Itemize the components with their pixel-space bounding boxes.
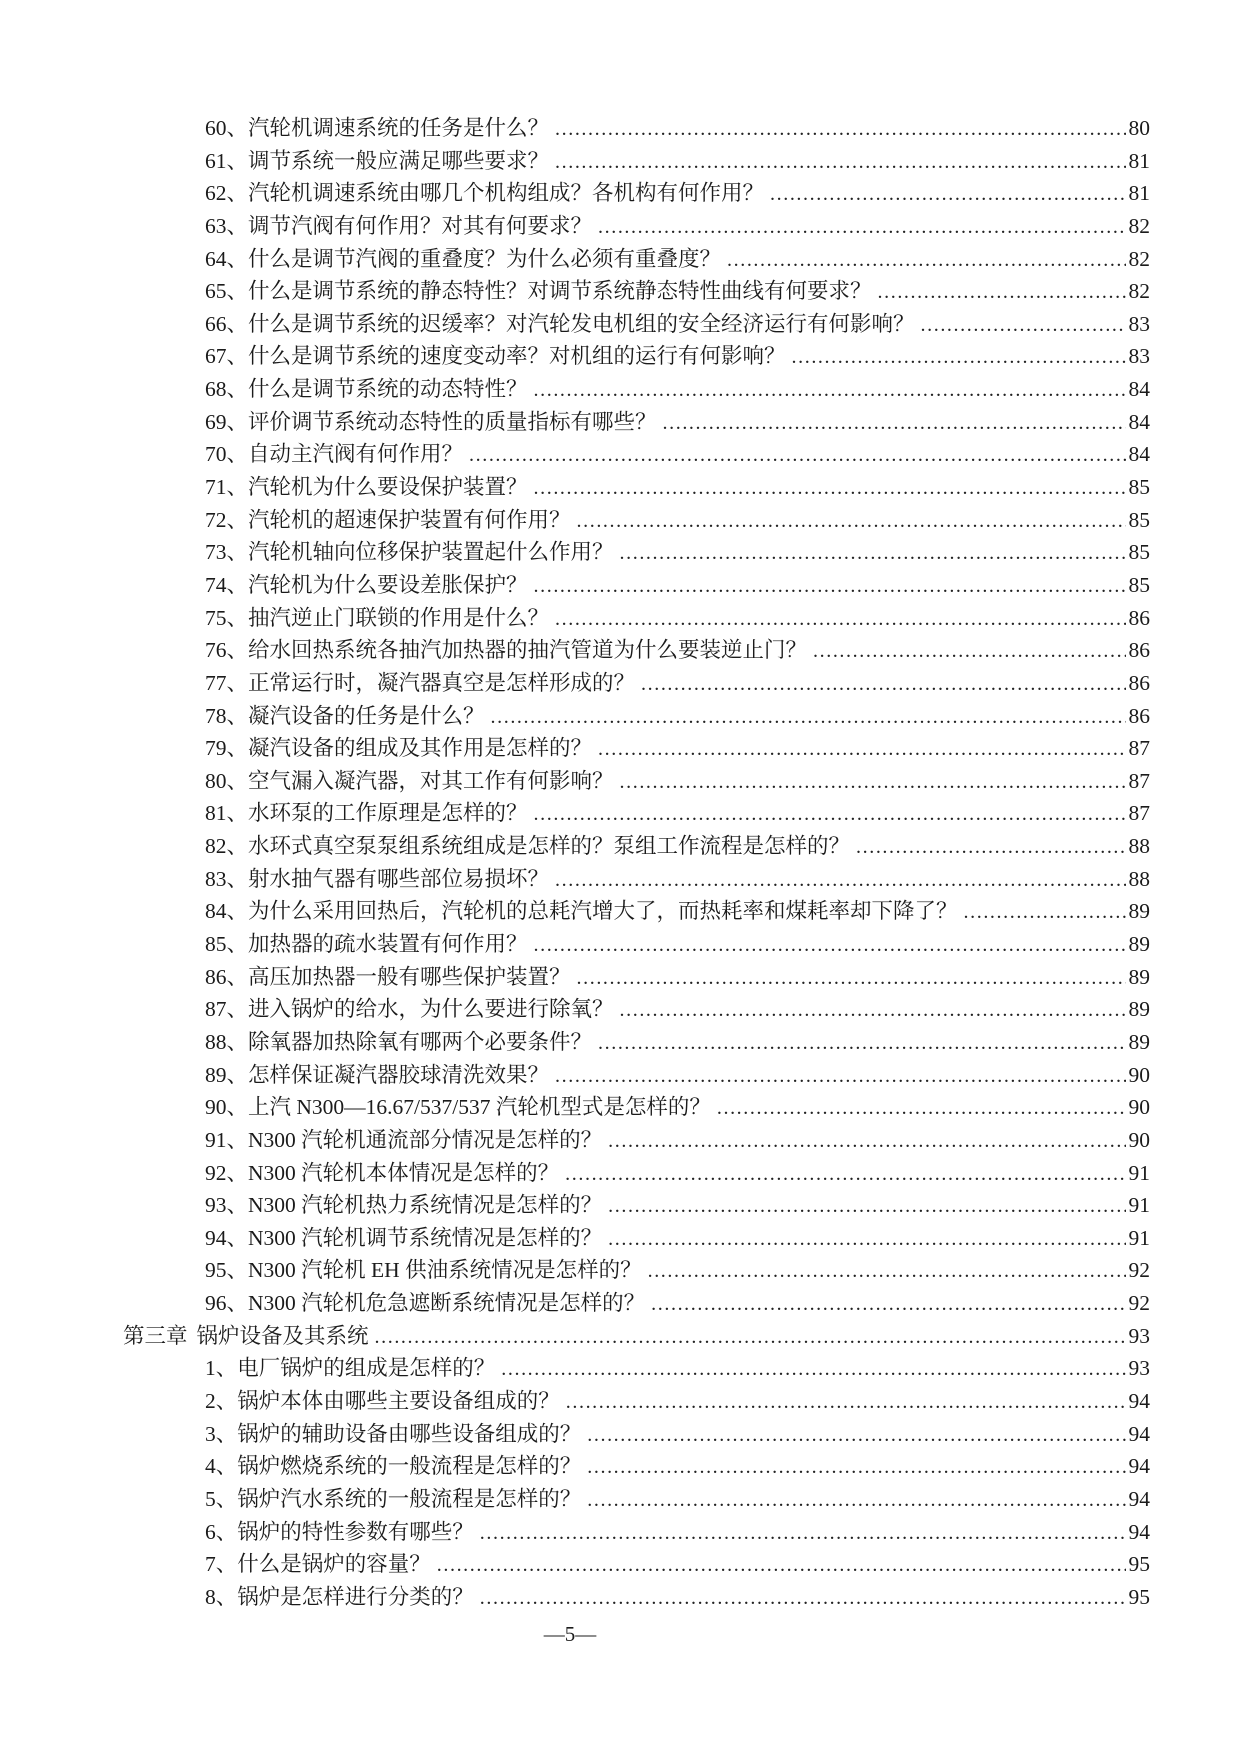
toc-row-label: N300 汽轮机调节系统情况是怎样的？: [248, 1225, 603, 1250]
dot-leader: [598, 732, 1126, 766]
toc-row-page-number: 94: [1128, 1388, 1150, 1413]
toc-row[interactable]: [123, 993, 1150, 1026]
toc-row[interactable]: [123, 1059, 1150, 1092]
toc-row-number: 94、: [205, 1225, 249, 1250]
toc-row-label: 锅炉的辅助设备由哪些设备组成的？: [237, 1421, 582, 1446]
toc-row-label: 什么是调节系统的静态特性？对调节系统静态特性曲线有何要求？: [248, 279, 872, 304]
dot-leader: [663, 406, 1126, 440]
toc-row-number: 66、: [205, 311, 249, 336]
toc-row-number: 73、: [205, 540, 249, 565]
toc-row-label: 射水抽气器有哪些部位易损坏？: [248, 866, 550, 891]
toc-row-page-number: 91: [1128, 1225, 1150, 1250]
toc-row-page-number: 81: [1128, 148, 1150, 173]
dot-leader: [501, 1352, 1126, 1386]
dot-leader: [648, 1254, 1126, 1288]
toc-row-label: 汽轮机的超速保护装置有何作用？: [248, 507, 571, 532]
toc-row-label: 什么是调节系统的迟缓率？对汽轮发电机组的安全经济运行有何影响？: [248, 311, 915, 336]
dot-leader: [480, 1516, 1126, 1550]
toc-row-number: 70、: [205, 442, 249, 467]
toc-row-label: 为什么采用回热后，汽轮机的总耗汽增大了，而热耗率和煤耗率却下降了？: [248, 899, 958, 924]
toc-row-page-number: 83: [1128, 344, 1150, 369]
toc-row-label: 锅炉燃烧系统的一般流程是怎样的？: [237, 1454, 582, 1479]
toc-row-label: 锅炉是怎样进行分类的？: [237, 1584, 474, 1609]
toc-row-label: 什么是调节汽阀的重叠度？为什么必须有重叠度？: [248, 246, 722, 271]
dot-leader: [534, 797, 1126, 831]
toc-row-label: 加热器的疏水装置有何作用？: [248, 932, 528, 957]
toc-row-page-number: 87: [1128, 768, 1150, 793]
toc-row[interactable]: [123, 732, 1150, 765]
toc-row[interactable]: [123, 112, 1150, 145]
toc-row-page-number: 91: [1128, 1193, 1150, 1218]
dot-leader: [813, 634, 1126, 668]
toc-row-page-number: 82: [1128, 246, 1150, 271]
dot-leader: [608, 1222, 1126, 1256]
toc-row-page-number: 95: [1128, 1552, 1150, 1577]
dot-leader: [469, 438, 1126, 472]
toc-row-page-number: 85: [1128, 507, 1150, 532]
toc-row[interactable]: [123, 275, 1150, 308]
toc-row-number: 81、: [205, 801, 249, 826]
toc-row[interactable]: [123, 504, 1150, 537]
toc-row-page-number: 88: [1128, 866, 1150, 891]
toc-row-number: 90、: [205, 1095, 249, 1120]
toc-row-number: 8、: [205, 1584, 238, 1609]
toc-row-page-number: 82: [1128, 279, 1150, 304]
toc-row[interactable]: [123, 1157, 1150, 1190]
toc-row-label: 进入锅炉的给水，为什么要进行除氧？: [248, 997, 614, 1022]
toc-row-label: 锅炉汽水系统的一般流程是怎样的？: [237, 1486, 582, 1511]
toc-row-number: 93、: [205, 1193, 249, 1218]
dot-leader: [608, 1124, 1126, 1158]
toc-row-page-number: 85: [1128, 572, 1150, 597]
toc-row-number: 67、: [205, 344, 249, 369]
toc-row-number: 88、: [205, 1029, 249, 1054]
toc-row-label: 汽轮机调速系统由哪几个机构组成？各机构有何作用？: [248, 181, 765, 206]
toc-row[interactable]: [123, 961, 1150, 994]
toc-row[interactable]: [123, 1581, 1150, 1614]
toc-row-page-number: 94: [1128, 1454, 1150, 1479]
dot-leader: [534, 373, 1126, 407]
toc-row-number: 96、: [205, 1291, 249, 1316]
dot-leader: [534, 471, 1126, 505]
dot-leader: [577, 961, 1126, 995]
toc-row[interactable]: [123, 471, 1150, 504]
toc-row[interactable]: [123, 1222, 1150, 1255]
dot-leader: [534, 569, 1126, 603]
dot-leader: [608, 1189, 1126, 1223]
toc-row-number: 78、: [205, 703, 249, 728]
toc-row[interactable]: [123, 1189, 1150, 1222]
toc-row[interactable]: [123, 1352, 1150, 1385]
toc-row-number: 62、: [205, 181, 249, 206]
toc-row-label: 凝汽设备的任务是什么？: [248, 703, 485, 728]
toc-row-number: 1、: [205, 1356, 238, 1381]
toc-row-number: 85、: [205, 932, 249, 957]
dot-leader: [598, 210, 1126, 244]
toc-row-number: 76、: [205, 638, 249, 663]
toc-row[interactable]: [123, 765, 1150, 798]
dot-leader: [480, 1581, 1126, 1615]
toc-row[interactable]: [123, 438, 1150, 471]
toc-row-page-number: 88: [1128, 834, 1150, 859]
toc-row[interactable]: [123, 602, 1150, 635]
toc-row[interactable]: [123, 210, 1150, 243]
toc-row[interactable]: [123, 1483, 1150, 1516]
toc-row[interactable]: [123, 406, 1150, 439]
toc-row[interactable]: [123, 373, 1150, 406]
toc-row-page-number: 92: [1128, 1291, 1150, 1316]
dot-leader: [534, 928, 1126, 962]
toc-row-label: 调节系统一般应满足哪些要求？: [248, 148, 550, 173]
toc-row-page-number: 89: [1128, 899, 1150, 924]
toc-row-label: 汽轮机调速系统的任务是什么？: [248, 116, 550, 140]
toc-row-number: 71、: [205, 475, 249, 500]
dot-leader: [555, 602, 1126, 636]
toc-row-number: 74、: [205, 572, 249, 597]
toc-row-label: 正常运行时，凝汽器真空是怎样形成的？: [248, 670, 636, 695]
toc-row-number: 86、: [205, 964, 249, 989]
toc-row-number: 89、: [205, 1062, 249, 1087]
toc-row-label: 锅炉的特性参数有哪些？: [237, 1519, 474, 1544]
toc-row-label: 汽轮机为什么要设保护装置？: [248, 475, 528, 500]
toc-row-page-number: 90: [1128, 1095, 1150, 1120]
toc-row-number: 95、: [205, 1258, 249, 1283]
toc-row-page-number: 82: [1128, 213, 1150, 238]
dot-leader: [878, 275, 1126, 309]
toc-row-number: 79、: [205, 736, 249, 761]
toc-row-page-number: 86: [1128, 605, 1150, 630]
toc-row-label: 调节汽阀有何作用？对其有何要求？: [248, 213, 593, 238]
dot-leader: [555, 145, 1126, 179]
dot-leader: [620, 993, 1126, 1027]
toc-row-page-number: 84: [1128, 409, 1150, 434]
toc-row-page-number: 89: [1128, 932, 1150, 957]
toc-row[interactable]: [123, 863, 1150, 896]
dot-leader: [620, 536, 1126, 570]
dot-leader: [566, 1385, 1126, 1419]
toc-row-page-number: 90: [1128, 1127, 1150, 1152]
toc-row[interactable]: [123, 569, 1150, 602]
toc-row-page-number: 94: [1128, 1486, 1150, 1511]
toc-row[interactable]: [123, 1516, 1150, 1549]
toc-row-page-number: 87: [1128, 736, 1150, 761]
toc-row[interactable]: [123, 1548, 1150, 1581]
toc-row-number: 87、: [205, 997, 249, 1022]
toc-row-label: 汽轮机为什么要设差胀保护？: [248, 572, 528, 597]
toc-row-page-number: 91: [1128, 1160, 1150, 1185]
dot-leader: [651, 1287, 1126, 1321]
toc-row-number: 75、: [205, 605, 249, 630]
dot-leader: [620, 765, 1126, 799]
toc-row-label: N300 汽轮机热力系统情况是怎样的？: [248, 1193, 603, 1218]
toc-row[interactable]: [123, 1026, 1150, 1059]
dot-leader: [587, 1450, 1126, 1484]
toc-row-number: 61、: [205, 148, 249, 173]
toc-row-page-number: 89: [1128, 1029, 1150, 1054]
toc-row[interactable]: [123, 895, 1150, 928]
toc-row-label: 评价调节系统动态特性的质量指标有哪些？: [248, 409, 657, 434]
toc-row-number: 2、: [205, 1388, 238, 1413]
toc-row-number: 77、: [205, 670, 249, 695]
dot-leader: [727, 243, 1126, 277]
toc-row[interactable]: [123, 308, 1150, 341]
toc-row-label: 抽汽逆止门联锁的作用是什么？: [248, 605, 550, 630]
dot-leader: [565, 1157, 1126, 1191]
toc-row-label: N300 汽轮机通流部分情况是怎样的？: [248, 1127, 603, 1152]
toc-row-label: 怎样保证凝汽器胶球清洗效果？: [248, 1062, 550, 1087]
toc-row-label: 水环泵的工作原理是怎样的？: [248, 801, 528, 826]
toc-row-label: 上汽 N300—16.67/537/537 汽轮机型式是怎样的？: [248, 1095, 711, 1120]
toc-row-page-number: 83: [1128, 311, 1150, 336]
toc-row-number: 63、: [205, 213, 249, 238]
toc-row-page-number: 85: [1128, 475, 1150, 500]
dot-leader: [717, 1091, 1126, 1125]
toc-row-number: 3、: [205, 1421, 238, 1446]
toc-row[interactable]: [123, 340, 1150, 373]
toc-row-label: 汽轮机轴向位移保护装置起什么作用？: [248, 540, 614, 565]
dot-leader: [598, 1026, 1126, 1060]
toc-row-number: 65、: [205, 279, 249, 304]
toc-row-page-number: 80: [1128, 116, 1150, 140]
toc-row-label: 什么是锅炉的容量？: [237, 1552, 431, 1577]
toc-row-number: 69、: [205, 409, 249, 434]
toc-row-number: 92、: [205, 1160, 249, 1185]
dot-leader: [792, 340, 1126, 374]
toc-row[interactable]: [123, 1418, 1150, 1451]
toc-row-label: N300 汽轮机 EH 供油系统情况是怎样的？: [248, 1258, 642, 1283]
dot-leader: [577, 504, 1126, 538]
toc-row-page-number: 86: [1128, 703, 1150, 728]
dot-leader: [641, 667, 1126, 701]
toc-row-label: 什么是调节系统的动态特性？: [248, 377, 528, 402]
toc-row-page-number: 86: [1128, 670, 1150, 695]
toc-row[interactable]: [123, 1287, 1150, 1320]
toc-row-page-number: 94: [1128, 1519, 1150, 1544]
dot-leader: [587, 1418, 1126, 1452]
toc-row[interactable]: [123, 928, 1150, 961]
toc-row-number: 84、: [205, 899, 249, 924]
toc-row-number: 68、: [205, 377, 249, 402]
toc-row-page-number: 81: [1128, 181, 1150, 206]
dot-leader: [921, 308, 1126, 342]
toc-row-number: 64、: [205, 246, 249, 271]
dot-leader: [964, 895, 1126, 929]
toc-row-page-number: 92: [1128, 1258, 1150, 1283]
toc-row-number: 5、: [205, 1486, 238, 1511]
toc-row-label: 锅炉设备及其系统: [196, 1323, 369, 1348]
toc-row[interactable]: [123, 536, 1150, 569]
toc-row[interactable]: [123, 145, 1150, 178]
dot-leader: [437, 1548, 1126, 1582]
toc-row-number: 60、: [205, 116, 249, 140]
toc-row-page-number: 89: [1128, 997, 1150, 1022]
toc-row[interactable]: [123, 1450, 1150, 1483]
toc-row-page-number: 87: [1128, 801, 1150, 826]
toc-row-page-number: 94: [1128, 1421, 1150, 1446]
toc-row-label: 高压加热器一般有哪些保护装置？: [248, 964, 571, 989]
toc-row-label: 什么是调节系统的速度变动率？对机组的运行有何影响？: [248, 344, 786, 369]
toc-row-number: 72、: [205, 507, 249, 532]
toc-row-page-number: 84: [1128, 442, 1150, 467]
dot-leader: [770, 177, 1126, 211]
dot-leader: [856, 830, 1126, 864]
toc-row[interactable]: [123, 1124, 1150, 1157]
toc-row[interactable]: [123, 700, 1150, 733]
toc-row[interactable]: [123, 1320, 1150, 1353]
dot-leader: [555, 1059, 1126, 1093]
toc-row-label: 自动主汽阀有何作用？: [248, 442, 464, 467]
toc-row-number: 7、: [205, 1552, 238, 1577]
toc-row-number: 6、: [205, 1519, 238, 1544]
toc-row-number: 80、: [205, 768, 249, 793]
toc-row[interactable]: [123, 177, 1150, 210]
toc-row[interactable]: [123, 797, 1150, 830]
toc-row-page-number: 95: [1128, 1584, 1150, 1609]
toc-row[interactable]: [123, 1254, 1150, 1287]
toc-row-number: 第三章: [123, 1323, 188, 1348]
toc-row-label: 空气漏入凝汽器，对其工作有何影响？: [248, 768, 614, 793]
toc-row-label: 锅炉本体由哪些主要设备组成的？: [237, 1388, 560, 1413]
toc-row[interactable]: [123, 830, 1150, 863]
dot-leader: [555, 112, 1126, 146]
toc-row-label: 除氧器加热除氧有哪两个必要条件？: [248, 1029, 593, 1054]
dot-leader: [555, 863, 1126, 897]
toc-row-page-number: 89: [1128, 964, 1150, 989]
toc-row-page-number: 85: [1128, 540, 1150, 565]
dot-leader: [375, 1320, 1126, 1354]
toc-row[interactable]: [123, 634, 1150, 667]
toc-row-page-number: 84: [1128, 377, 1150, 402]
toc-row-number: 82、: [205, 834, 249, 859]
page-number-footer: —5—: [543, 1622, 597, 1646]
toc-row-label: 凝汽设备的组成及其作用是怎样的？: [248, 736, 593, 761]
toc-row-page-number: 93: [1128, 1356, 1150, 1381]
toc-row[interactable]: [123, 1091, 1150, 1124]
table-of-contents: [123, 112, 1150, 1613]
toc-row-page-number: 86: [1128, 638, 1150, 663]
toc-row[interactable]: [123, 243, 1150, 276]
toc-row-number: 83、: [205, 866, 249, 891]
toc-row-number: 91、: [205, 1127, 249, 1152]
dot-leader: [587, 1483, 1126, 1517]
toc-row[interactable]: [123, 667, 1150, 700]
toc-row-page-number: 93: [1128, 1323, 1150, 1348]
toc-row-page-number: 90: [1128, 1062, 1150, 1087]
dot-leader: [491, 700, 1126, 734]
toc-row-label: N300 汽轮机本体情况是怎样的？: [248, 1160, 560, 1185]
toc-row-label: 电厂锅炉的组成是怎样的？: [237, 1356, 496, 1381]
toc-row-label: N300 汽轮机危急遮断系统情况是怎样的？: [248, 1291, 646, 1316]
toc-row-number: 4、: [205, 1454, 238, 1479]
toc-row-label: 水环式真空泵泵组系统组成是怎样的？泵组工作流程是怎样的？: [248, 834, 851, 859]
toc-row[interactable]: [123, 1385, 1150, 1418]
toc-row-label: 给水回热系统各抽汽加热器的抽汽管道为什么要装逆止门？: [248, 638, 808, 663]
